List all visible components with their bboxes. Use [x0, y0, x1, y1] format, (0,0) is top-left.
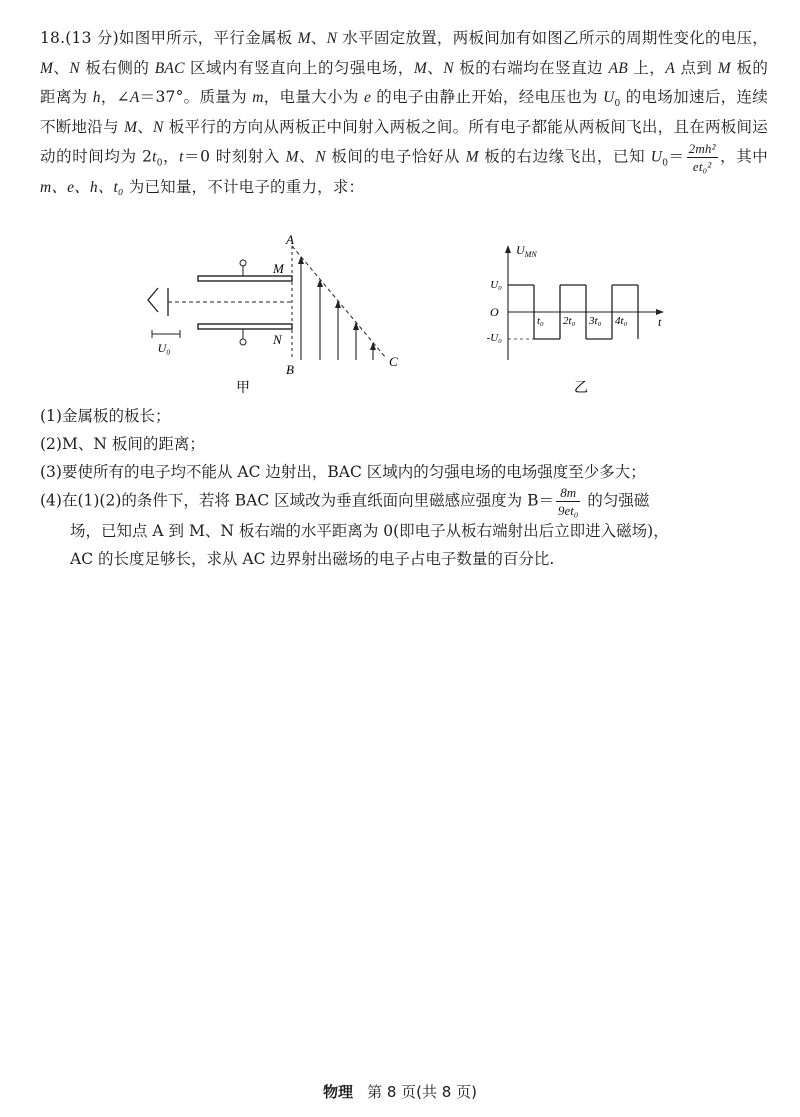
var: M [465, 148, 479, 166]
problem-number: 18. [40, 29, 66, 47]
stem-text: 上， [627, 58, 666, 77]
question-1: (1)金属板的板长； [40, 407, 171, 425]
question-4-prefix: (4)在(1)(2)的条件下，若将 BAC 区域改为垂直纸面向里磁感应强度为 B＝ [40, 491, 554, 510]
problem-text [40, 24, 768, 203]
var: M [413, 59, 427, 77]
terminal-n [240, 339, 246, 345]
known-quantities: m、e、h、t₀ [40, 179, 124, 196]
fraction-denominator: 9et₀ [557, 503, 579, 518]
stem-text: 为已知量，不计电子的重力，求： [123, 178, 365, 196]
fraction-numerator: 2mh² [688, 141, 716, 156]
stem-text: ，∠ [100, 88, 130, 106]
x-tick-label: t₀ [537, 315, 544, 327]
var: t [179, 148, 184, 166]
figure-yi [487, 243, 664, 396]
stem-text: 、 [427, 58, 444, 77]
stem-text: 板平行的方向从两板正中间射入两板之间。所有电子都能从两板间飞出，且在两板间运动的时间均为 2 [40, 117, 768, 166]
var: A [665, 59, 675, 77]
stem-text: 板右侧的 [79, 58, 155, 77]
subscript: 0 [156, 158, 163, 169]
question-2: (2)M、N 板间的距离； [40, 435, 205, 453]
var: U [603, 89, 615, 106]
y-axis-arrow [505, 245, 511, 253]
y-axis-label: $U_{MN}$ [516, 243, 537, 259]
terminal-m [240, 260, 246, 266]
subscript: 0 [614, 99, 621, 110]
neg-u0-tick-label: -U₀ [486, 332, 502, 344]
question-4-line-3: AC 的长度足够长，求从 AC 边界射出磁场的电子占电子数量的百分比. [70, 550, 555, 568]
label-u0: U₀ [157, 341, 171, 355]
var: AB [608, 59, 628, 77]
label-c: C [389, 354, 398, 369]
stem-text: 板的距离为 [40, 58, 769, 106]
var: h [92, 89, 101, 106]
var: N [69, 59, 80, 77]
caption-jia: 甲 [236, 381, 250, 396]
question-4 [40, 486, 768, 517]
var: e [363, 89, 372, 106]
fraction-u0 [687, 142, 718, 173]
stem-text: 、 [298, 147, 316, 166]
var: m [252, 89, 264, 106]
x-tick-label: 2t₀ [563, 315, 576, 327]
var: A [129, 89, 140, 106]
plate-m [198, 276, 292, 281]
figures [130, 232, 690, 400]
var: N [153, 118, 164, 136]
figure-jia [148, 232, 398, 396]
stem-text: 点到 [674, 58, 718, 77]
stem-text: ，其中 [719, 147, 769, 166]
subscript: 0 [662, 158, 669, 169]
caption-yi: 乙 [574, 381, 588, 396]
stem-text: 板的右端均在竖直边 [453, 58, 609, 77]
var: M [285, 148, 299, 166]
var: N [443, 59, 454, 77]
question-4-line-2: 场，已知点 A 到 M、N 板右端的水平距离为 0(即电子从板右端射出后立即进入磁场)， [70, 522, 669, 540]
stem-text: 如图甲所示，平行金属板 [118, 29, 298, 47]
stem-text: ， [162, 147, 180, 166]
label-n: N [273, 332, 282, 347]
stem-text: 的电子由静止开始，经电压也为 [371, 88, 604, 106]
fraction-b [556, 486, 580, 517]
var: M [124, 118, 138, 136]
question-4-suffix: 的匀强磁 [582, 491, 650, 510]
var: N [326, 30, 338, 47]
stem-text: 板的右边缘飞出，已知 [478, 147, 651, 166]
plate-n [198, 324, 292, 329]
stem-text: ＝ [668, 147, 685, 166]
page-footer [0, 1081, 800, 1102]
var: M [717, 59, 731, 77]
var: M [40, 59, 54, 77]
problem-score: (13 分) [65, 29, 119, 47]
label-b: B [286, 362, 294, 377]
label-a: A [286, 232, 294, 247]
stem-text: ，电量大小为 [263, 88, 364, 106]
fraction-denominator: et₀² [692, 159, 712, 174]
accelerator-plate-left [148, 288, 158, 312]
origin-label: O [490, 305, 499, 319]
problem-stem [40, 24, 768, 203]
stem-text: 水平固定放置，两板间加有如图乙所示的周期性变化的电压， [337, 29, 769, 47]
stem-text: 板间的电子恰好从 [325, 147, 466, 166]
x-tick-label: 3t₀ [589, 315, 602, 327]
u0-tick-label: U₀ [490, 279, 502, 291]
stem-text: ＝37°。质量为 [139, 88, 253, 106]
stem-text: 、 [310, 29, 327, 47]
stem-text: 区域内有竖直向上的匀强电场， [184, 58, 414, 77]
field-arrows [298, 256, 376, 360]
edge-ac [292, 246, 386, 358]
stem-text: 、 [53, 58, 70, 77]
var: U [650, 148, 663, 166]
footer-page: 第 8 页(共 8 页) [367, 1083, 477, 1101]
x-tick-labels [537, 315, 628, 327]
stem-text: 、 [137, 117, 154, 136]
var: N [315, 148, 326, 166]
var: t [152, 148, 157, 166]
footer-subject: 物理 [323, 1083, 354, 1101]
figure-diagrams [130, 232, 690, 400]
t-axis-label: t [658, 315, 662, 329]
label-m: M [273, 261, 284, 276]
var: M [297, 30, 311, 47]
questions [40, 402, 768, 573]
stem-text: ＝0 时刻射入 [183, 147, 286, 166]
var: BAC [154, 59, 185, 77]
question-3: (3)要使所有的电子均不能从 AC 边射出，BAC 区域内的匀强电场的电场强度至少多大； [40, 463, 646, 481]
stem-text: 的电场加速后，连续不断地沿与 [40, 88, 768, 136]
x-tick-label: 4t₀ [615, 315, 628, 327]
fraction-numerator: 8m [556, 486, 580, 502]
